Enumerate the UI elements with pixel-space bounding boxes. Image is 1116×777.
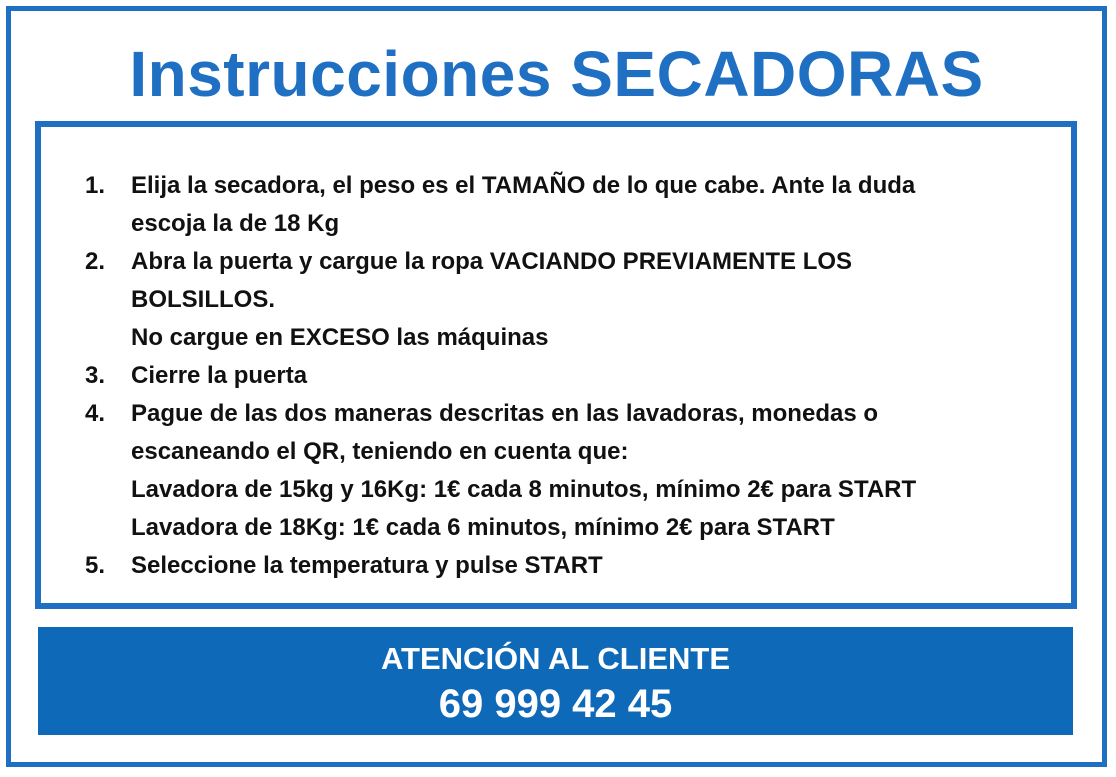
step-item: [85, 395, 1065, 547]
step-text-line: escaneando el QR, teniendo en cuenta que:: [131, 438, 629, 465]
step-text-line: Cierre la puerta: [131, 362, 308, 389]
step-item: [85, 547, 1065, 585]
step-text-line: Elija la secadora, el peso es el TAMAÑO de lo que cabe. Ante la duda: [131, 172, 916, 199]
step-text-line: No cargue en EXCESO las máquinas: [131, 324, 549, 351]
step-number: 3.: [85, 362, 106, 389]
step-number: 5.: [85, 552, 106, 579]
notice-frame: [6, 6, 1107, 767]
step-text-line: Lavadora de 18Kg: 1€ cada 6 minutos, mínimo 2€ para START: [131, 514, 835, 541]
step-text-line: Pague de las dos maneras descritas en las lavadoras, monedas o: [131, 400, 878, 427]
customer-service-banner: [38, 627, 1073, 735]
customer-service-phone: 69 999 42 45: [438, 682, 673, 726]
instructions-box: [35, 121, 1077, 609]
step-number: 2.: [85, 248, 106, 275]
step-text-line: BOLSILLOS.: [131, 286, 275, 313]
step-text-line: escoja la de 18 Kg: [131, 210, 340, 237]
step-number: 1.: [85, 172, 106, 199]
step-item: [85, 167, 1065, 243]
step-text-line: Abra la puerta y cargue la ropa VACIANDO PREVIAMENTE LOS: [131, 248, 853, 275]
customer-service-label: ATENCIÓN AL CLIENTE: [380, 641, 731, 676]
step-list: [85, 167, 1065, 585]
step-number: 4.: [85, 400, 106, 427]
step-text-line: Lavadora de 15kg y 16Kg: 1€ cada 8 minutos, mínimo 2€ para START: [131, 476, 917, 503]
step-item: [85, 243, 1065, 357]
step-text-line: Seleccione la temperatura y pulse START: [131, 552, 603, 579]
page-title: Instrucciones SECADORAS: [129, 38, 984, 110]
step-item: [85, 357, 1065, 395]
